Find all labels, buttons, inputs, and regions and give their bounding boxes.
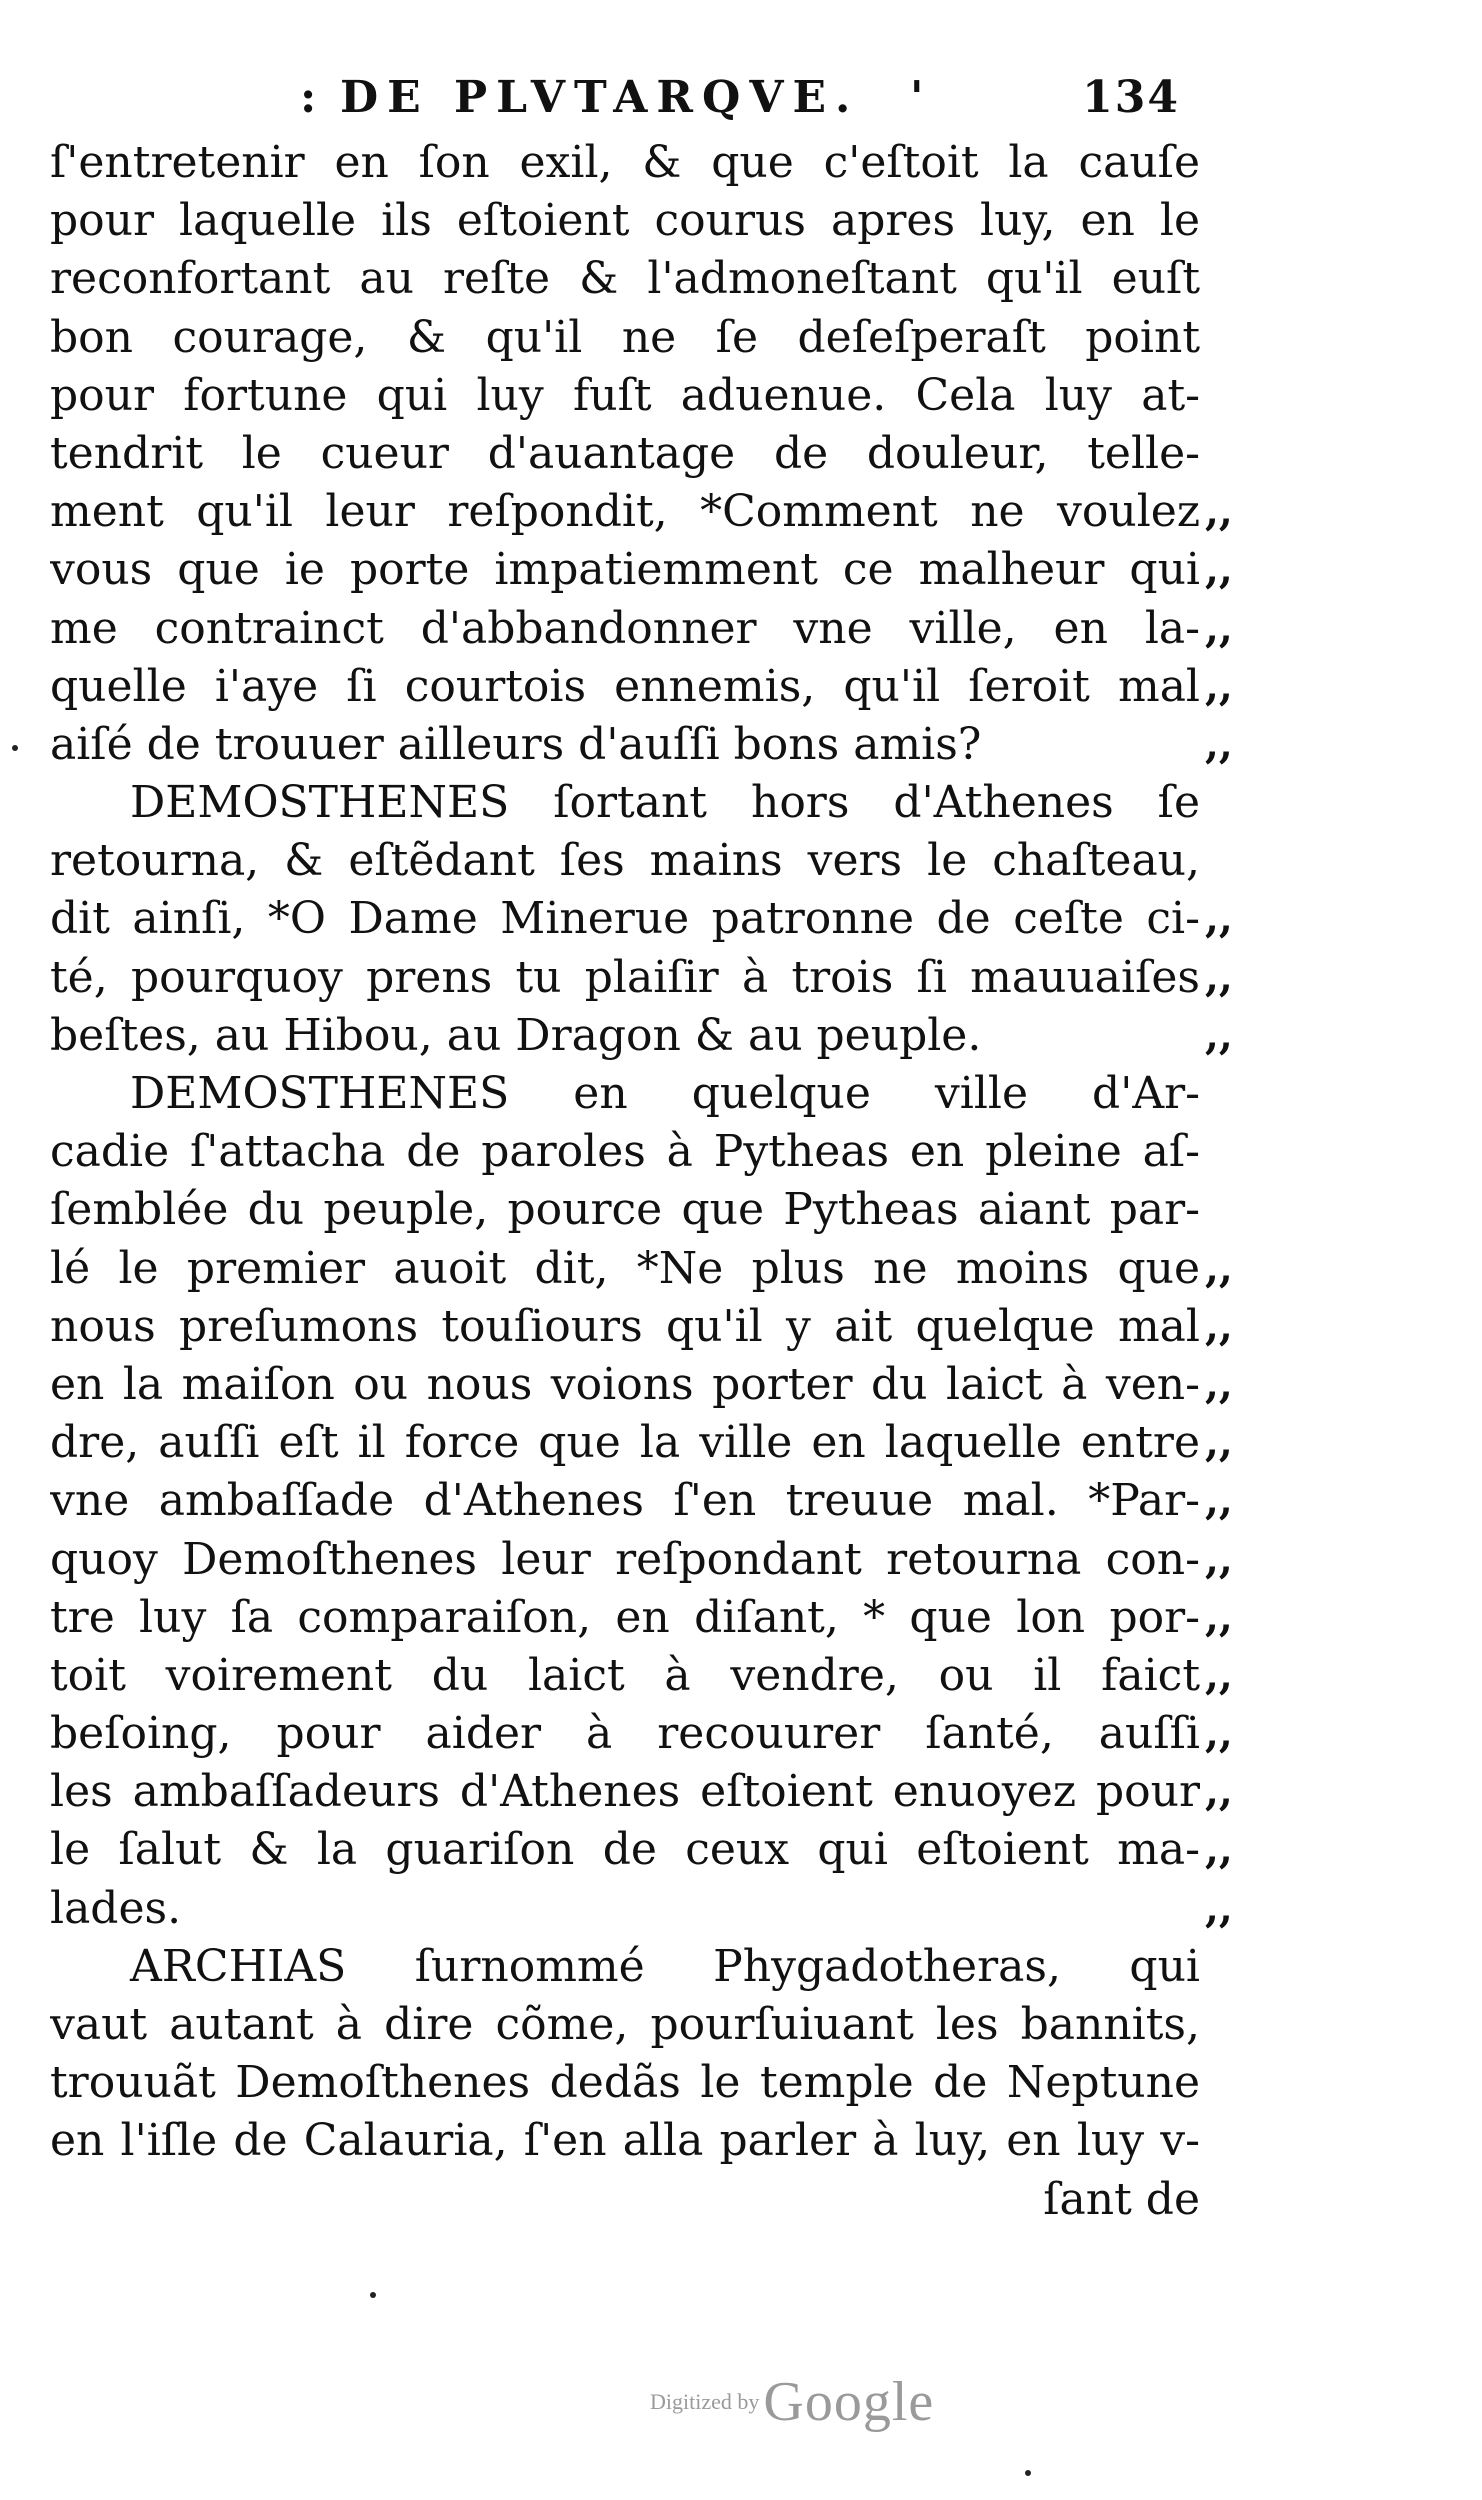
- margin-mark: ,,: [1205, 953, 1233, 1001]
- running-head-separator-left: :: [300, 72, 326, 123]
- margin-mark: [1205, 832, 1285, 890]
- text-line: vous que ie porte impatiemment ce malheur qui: [50, 544, 1200, 596]
- text-line: en la maiſon ou nous voions porter du laict à ven-: [50, 1358, 1200, 1410]
- running-head-title: DE PLVTARQVE.: [340, 72, 860, 123]
- margin-mark: ,,: [1205, 1826, 1233, 1874]
- text-line: ſemblée du peuple, pource que Pytheas aiant par-: [50, 1184, 1200, 1236]
- margin-mark: [1205, 425, 1285, 483]
- text-line: retourna, & eſtẽdant ſes mains vers le chaſteau,: [50, 835, 1200, 887]
- ink-speck: [370, 2292, 376, 2298]
- text-line: les ambaſſadeurs d'Athenes eſtoient enuoyez pour: [50, 1766, 1200, 1818]
- text-line: trouuãt Demoſthenes dedãs le temple de Neptune: [50, 2057, 1200, 2109]
- margin-mark: ,,: [1205, 662, 1233, 710]
- margin-mark: [1205, 134, 1285, 192]
- text-line: vaut autant à dire cõme, pourſuiuant les bannits,: [50, 1999, 1200, 2050]
- margin-mark: ,,: [1205, 1535, 1233, 1583]
- text-line: le ſalut & la guariſon de ceux qui eſtoient ma-: [50, 1824, 1200, 1876]
- margin-mark: ,,: [1205, 1360, 1233, 1408]
- paragraph-start-line: DEMOSTHENES en quelque ville d'Ar-: [130, 1068, 1200, 1119]
- margin-mark: [1205, 1181, 1285, 1239]
- page-number: 134: [1082, 72, 1180, 123]
- running-head-separator-right: ': [910, 72, 933, 123]
- margin-mark: ,,: [1205, 1710, 1233, 1758]
- text-line: dit ainſi, *O Dame Minerue patronne de ceſte ci-: [50, 893, 1200, 945]
- text-line: bon courage, & qu'il ne ſe deſeſperaſt point: [50, 311, 1200, 363]
- margin-mark: ,,: [1205, 1477, 1233, 1525]
- text-line: nous preſumons touſiours qu'il y ait quelque mal: [50, 1300, 1200, 1352]
- text-line: beſtes, au Hibou, au Dragon & au peuple.: [50, 1009, 982, 1061]
- margin-mark: ,,: [1205, 720, 1233, 768]
- margin-mark: ,,: [1205, 1244, 1233, 1292]
- margin-mark: [1205, 1065, 1285, 1123]
- text-line: beſoing, pour aider à recouurer ſanté, auſſi: [50, 1708, 1200, 1760]
- margin-mark: ,,: [1205, 1419, 1233, 1467]
- paragraph-start-line: ARCHIAS ſurnommé Phygadotheras, qui: [130, 1940, 1200, 1992]
- catchword-line: ſant de: [1043, 2173, 1200, 2225]
- margin-mark: [1205, 774, 1285, 832]
- text-line: vne ambaſſade d'Athenes ſ'en treuue mal. *Par-: [50, 1475, 1200, 1527]
- digitized-by-label: Digitized by: [650, 2389, 760, 2414]
- text-line: tendrit le cueur d'auantage de douleur, telle-: [50, 427, 1200, 479]
- margin-mark: ,,: [1205, 1768, 1233, 1816]
- text-line: dre, auſſi eſt il force que la ville en laquelle entre: [50, 1417, 1200, 1469]
- margin-mark: [1205, 1123, 1285, 1181]
- digitization-watermark: [650, 2370, 934, 2434]
- margin-mark: ,,: [1205, 895, 1233, 943]
- margin-mark: [1205, 309, 1285, 367]
- text-line: pour laquelle ils eſtoient courus apres luy, en le: [50, 195, 1200, 247]
- margin-mark: ,,: [1205, 488, 1233, 536]
- paragraph-start-line: DEMOSTHENES ſortant hors d'Athenes ſe: [130, 777, 1200, 829]
- margin-mark: ,,: [1205, 1884, 1233, 1932]
- margin-mark: ,,: [1205, 1302, 1233, 1350]
- text-line: quelle i'aye ſi courtois ennemis, qu'il ſeroit mal: [50, 660, 1200, 712]
- margin-mark: ,,: [1205, 546, 1233, 594]
- text-line: ment qu'il leur reſpondit, *Comment ne voulez: [50, 486, 1200, 538]
- text-line: tre luy ſa comparaiſon, en diſant, * que lon por-: [50, 1591, 1200, 1643]
- text-line: té, pourquoy prens tu plaiſir à trois ſi mauuaiſes: [50, 951, 1200, 1003]
- text-line: me contrainct d'abbandonner vne ville, en la-: [50, 602, 1200, 654]
- text-line: ſ'entretenir en ſon exil, & que c'eſtoit la cauſe: [50, 137, 1200, 188]
- google-logo: Google: [763, 2371, 935, 2433]
- body-text: [50, 134, 1200, 2229]
- text-line: lé le premier auoit dit, *Ne plus ne moins que: [50, 1242, 1200, 1294]
- margin-mark: ,,: [1205, 604, 1233, 652]
- text-line: cadie ſ'attacha de paroles à Pytheas en pleine aſ-: [50, 1126, 1200, 1178]
- text-line: reconfortant au reſte & l'admoneſtant qu'il euſt: [50, 253, 1200, 305]
- margin-mark: ,,: [1205, 1593, 1233, 1641]
- text-line: aiſé de trouuer ailleurs d'auſſi bons amis?: [50, 718, 982, 770]
- quotation-margin-marks: [1205, 134, 1285, 1938]
- text-line: en l'iſle de Calauria, ſ'en alla parler à luy, en luy v-: [50, 2115, 1200, 2167]
- text-line: toit voirement du laict à vendre, ou il faict: [50, 1649, 1200, 1701]
- ink-speck: [1025, 2470, 1031, 2476]
- ink-speck: [12, 745, 18, 751]
- margin-mark: ,,: [1205, 1011, 1233, 1059]
- margin-mark: [1205, 192, 1285, 250]
- text-line: quoy Demoſthenes leur reſpondant retourna con-: [50, 1533, 1200, 1585]
- text-line: lades.: [50, 1882, 182, 1934]
- margin-mark: [1205, 367, 1285, 425]
- margin-mark: ,,: [1205, 1651, 1233, 1699]
- text-line: pour fortune qui luy fuſt aduenue. Cela luy at-: [50, 369, 1200, 421]
- margin-mark: [1205, 250, 1285, 308]
